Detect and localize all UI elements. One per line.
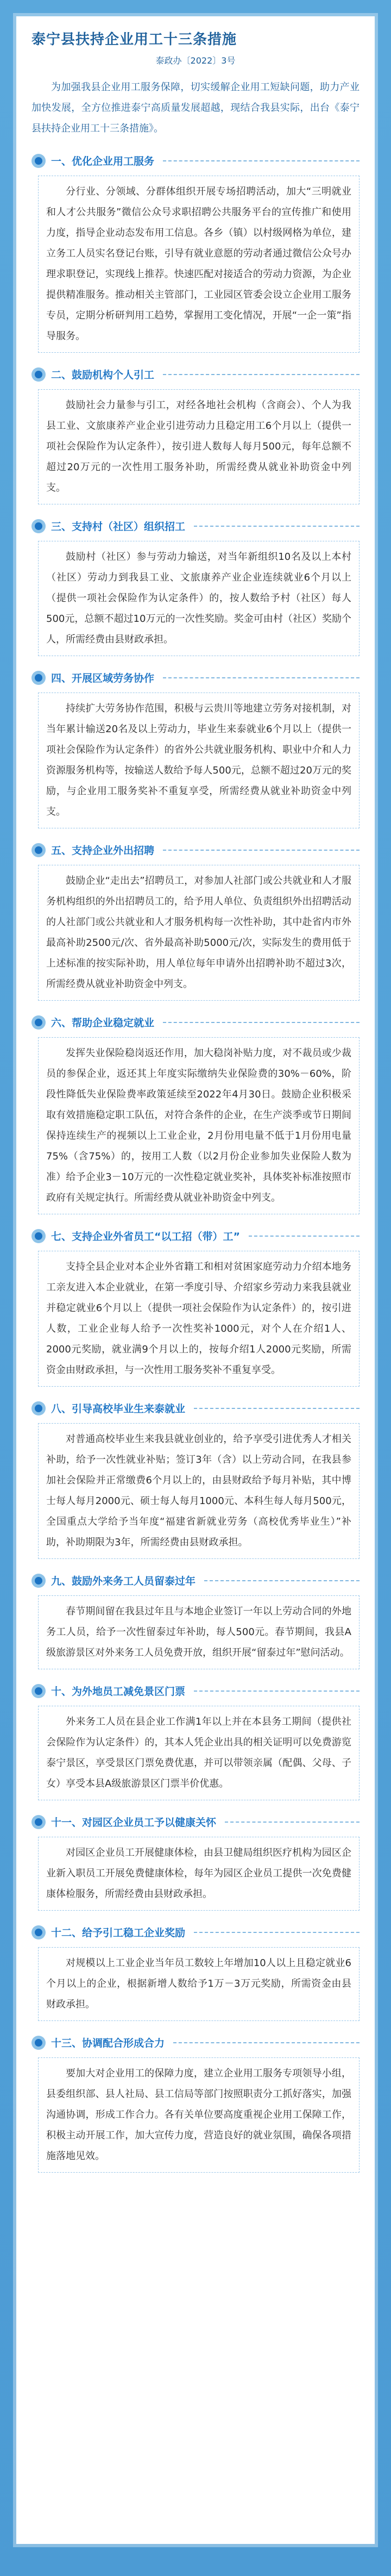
dashed-divider [194, 526, 360, 527]
section-title: 十、为外地员工减免景区门票 [51, 1686, 186, 1698]
section-body-text: 对规模以上工业企业当年员工数较上年增加10人以上且稳定就业6个月以上的企业，根据新增人数给予1万－3万元奖励，所需资金由县财政承担。 [46, 1957, 351, 2010]
circle-bullet-icon [31, 1574, 46, 1588]
section-heading [31, 519, 360, 533]
circle-bullet-icon [31, 843, 46, 857]
dashed-divider [163, 850, 360, 851]
section-title: 八、引导高校毕业生来泰就业 [51, 1403, 186, 1415]
circle-bullet-icon [31, 367, 46, 382]
section-heading [31, 1925, 360, 1939]
policy-section [31, 519, 360, 656]
policy-section [31, 670, 360, 828]
section-body-text: 分行业、分领域、分群体组织开展专场招聘活动，加大“三明就业和人才公共服务”微信公众号求职招聘公共服务平台的宣传推广和使用力度，指导企业动态发布用工信息。各乡（镇）以村级网格为单位，建立务工人员实名登记台账，引导有就业意愿的劳动者通过微信公众号办理求职登记，实现线上推荐。快速匹配对接适合的劳动力资源，为企业提供精准服务。推动相关主管部门，工业园区管委会设立企业用工服务专员，定期分析研判用工趋势，掌握用工变化情况，开展“一企一策”指导服务。 [46, 186, 351, 342]
section-heading [31, 1683, 360, 1698]
section-heading [31, 1228, 360, 1243]
section-body-box [38, 693, 360, 828]
section-body-box [38, 389, 360, 504]
dashed-divider [194, 1691, 360, 1692]
dashed-divider [163, 1022, 360, 1023]
section-heading [31, 843, 360, 857]
policy-section [31, 367, 360, 504]
dashed-divider [194, 1932, 360, 1933]
section-body-box [38, 865, 360, 1001]
section-heading [31, 367, 360, 382]
circle-bullet-icon [31, 1684, 46, 1698]
dashed-divider [204, 1580, 360, 1581]
dashed-divider [163, 374, 360, 375]
section-body-text: 要加大对企业用工的保障力度，建立企业用工服务专项领导小组，县委组织部、县人社局、县工信局等部门按照职责分工抓好落实，加强沟通协调，形成工作合力。各有关单位要高度重视企业用工保障工作，积极主动开展工作，加大宣传力度，营造良好的就业氛围，确保各项措施落地见效。 [46, 2068, 351, 2162]
dashed-divider [225, 1822, 360, 1823]
section-body-text: 对园区企业员工开展健康体检，由县卫健局组织医疗机构为园区企业新入职员工开展免费健康体检，每年为园区企业员工提供一次免费健康体检服务，所需经费由县财政承担。 [46, 1847, 351, 1900]
policy-section [31, 1228, 360, 1387]
section-body-box [38, 1423, 360, 1559]
section-body-text: 支持全县企业对本企业外省籍工和相对贫困家庭劳动力介绍本地务工亲友进入本企业就业，在第一季度引导、介绍家乡劳动力来我县就业并稳定就业6个月以上（提供一项社会保险作为认定条件）的，按引进人数，工业企业每人给予一次性奖补1000元，对个人在介绍1人、2000元奖励，就业满9个月以上的，按每介绍1人2000元奖励，所需资金由财政承担，与一次性用工服务奖补不重复享受。 [46, 1261, 351, 1376]
section-title: 五、支持企业外出招聘 [51, 845, 155, 857]
policy-section [31, 1925, 360, 2021]
dashed-divider [163, 160, 360, 161]
section-body-box [38, 1947, 360, 2021]
section-heading [31, 2035, 360, 2050]
sections-list [31, 153, 360, 2173]
circle-bullet-icon [31, 2036, 46, 2050]
dashed-divider [173, 2042, 360, 2043]
circle-bullet-icon [31, 1401, 46, 1415]
policy-section [31, 1401, 360, 1559]
section-title: 二、鼓励机构个人引工 [51, 369, 155, 381]
section-body-text: 持续扩大劳务协作范围，积极与云贵川等地建立劳务对接机制，对当年累计输送20名及以上劳动力，毕业生来泰就业6个月以上（提供一项社会保险作为认定条件）的省外公共就业服务机构、职业中介和人力资源服务机构等，按输送人数给予每人500元，总额不超过20万元的奖励，与企业用工服务奖补不重复享受，所需经费从就业补助资金中列支。 [46, 703, 351, 818]
policy-section [31, 843, 360, 1001]
section-title: 七、支持企业外省员工“以工招（带）工” [51, 1231, 240, 1243]
section-body-text: 鼓励村（社区）参与劳动力输送，对当年新组织10名及以上本村（社区）劳动力到我县工业、文旅康养产业企业连续就业6个月以上（提供一项社会保险作为认定条件）的，按人数给予村（社区）每人500元，总额不超过10万元的一次性奖励。奖金可由村（社区）奖励个人，所需经费由县财政承担。 [46, 551, 351, 645]
section-title: 十三、协调配合形成合力 [51, 2037, 165, 2049]
section-body-box [38, 1595, 360, 1669]
section-title: 四、开展区域劳务协作 [51, 672, 155, 684]
section-title: 九、鼓励外来务工人员留泰过年 [51, 1575, 196, 1587]
policy-section [31, 1814, 360, 1911]
dashed-divider [249, 1236, 360, 1237]
section-heading [31, 1814, 360, 1829]
policy-section [31, 1683, 360, 1800]
section-title: 六、帮助企业稳定就业 [51, 1017, 155, 1029]
page-title: 泰宁县扶持企业用工十三条措施 [31, 32, 237, 48]
circle-bullet-icon [31, 1229, 46, 1243]
section-heading [31, 153, 360, 168]
intro-paragraph: 为加强我县企业用工服务保障，切实缓解企业用工短缺问题，助力产业加快发展，全方位推进泰宁高质量发展超越，现结合我县实际，出台《泰宁县扶持企业用工十三条措施》。 [31, 82, 360, 134]
circle-bullet-icon [31, 1015, 46, 1030]
section-body-box [38, 1037, 360, 1214]
section-title: 三、支持村（社区）组织招工 [51, 521, 186, 533]
section-heading [31, 670, 360, 685]
section-body-box [38, 176, 360, 353]
circle-bullet-icon [31, 1815, 46, 1829]
policy-section [31, 2035, 360, 2173]
circle-bullet-icon [31, 671, 46, 685]
section-body-box [38, 2057, 360, 2173]
section-title: 一、优化企业用工服务 [51, 155, 155, 167]
section-title: 十二、给予引工稳工企业奖励 [51, 1927, 186, 1939]
section-body-box [38, 1251, 360, 1387]
section-body-box [38, 541, 360, 656]
section-body-box [38, 1706, 360, 1800]
section-body-box [38, 1837, 360, 1911]
dashed-divider [163, 677, 360, 678]
policy-section [31, 153, 360, 353]
section-body-text: 鼓励社会力量参与引工，对经各地社会机构（含商会）、个人为我县工业、文旅康养产业企业引进劳动力且稳定用工6个月以上（提供一项社会保险作为认定条件），按引进人数每人每月500元，每年总额不超过20万元的一次性用工服务补助，所需经费从就业补助资金中列支。 [46, 400, 351, 494]
circle-bullet-icon [31, 1925, 46, 1939]
document-card [16, 16, 375, 2544]
section-title: 十一、对园区企业员工予以健康关怀 [51, 1817, 217, 1829]
section-heading [31, 1015, 360, 1030]
circle-bullet-icon [31, 519, 46, 533]
section-body-text: 对普通高校毕业生来我县就业创业的，给予享受引进优秀人才相关补助，给予一次性就业补贴；签订3年（含）以上劳动合同，在我县参加社会保险并正常缴费6个月以上的，由县财政给予每月补贴，其中博士每人每月2000元、硕士每人每月1000元、本科生每人每月500元，全国重点大学给予当年度“福建省新就业劳务（高校优秀毕业生）”补助，补助期限为3年，所需经费由县财政承担。 [46, 1433, 351, 1548]
section-body-text: 鼓励企业“走出去”招聘员工，对参加人社部门或公共就业和人才服务机构组织的外出招聘员工的，给予用人单位、负责组织外出招聘活动的人社部门或公共就业和人才服务机构每一次性补助，其中赴省内市外最高补助2500元/次、省外最高补助5000元/次，实际发生的费用低于上述标准的按实际补助，用人单位每年申请外出招聘补助不超过3次，所需经费从就业补助资金中列支。 [46, 875, 351, 990]
section-heading [31, 1573, 360, 1588]
dashed-divider [194, 1408, 360, 1409]
policy-section [31, 1573, 360, 1669]
section-body-text: 外来务工人员在县企业工作满1年以上并在本县务工期间（提供社会保险作为认定条件）的，其本人凭企业出具的相关证明可以免费游览泰宁景区，享受景区门票免费优惠，并可以带领亲属（配偶、父母、子女）享受本县A级旅游景区门票半价优惠。 [46, 1716, 351, 1789]
policy-section [31, 1015, 360, 1214]
section-heading [31, 1401, 360, 1415]
section-body-text: 春节期间留在我县过年且与本地企业签订一年以上劳动合同的外地务工人员，给予一次性留泰过年补助，每人500元。春节期间，我县A级旅游景区对外来务工人员免费开放，组织开展“留泰过年”慰问活动。 [46, 1606, 351, 1658]
document-number: 泰政办〔2022〕3号 [155, 55, 236, 66]
circle-bullet-icon [31, 154, 46, 168]
section-body-text: 发挥失业保险稳岗返还作用，加大稳岗补贴力度，对不裁员或少裁员的参保企业，返还其上年度实际缴纳失业保险费的30%－60%，阶段性降低失业保险费率政策延续至2022年4月30日。鼓励企业积极采取有效措施稳定职工队伍，对符合条件的企业，在生产淡季或节日期间保持连续生产的视频以上工业企业，2月份用电量不低于1月份用电量75%（含75%）的，按用工人数（以2月份企业参加失业保险人数为准）给予企业3－10万元的一次性稳定就业奖补，具体奖补标准按照市政府有关规定执行。所需经费从就业补助资金中列支。 [46, 1047, 351, 1203]
